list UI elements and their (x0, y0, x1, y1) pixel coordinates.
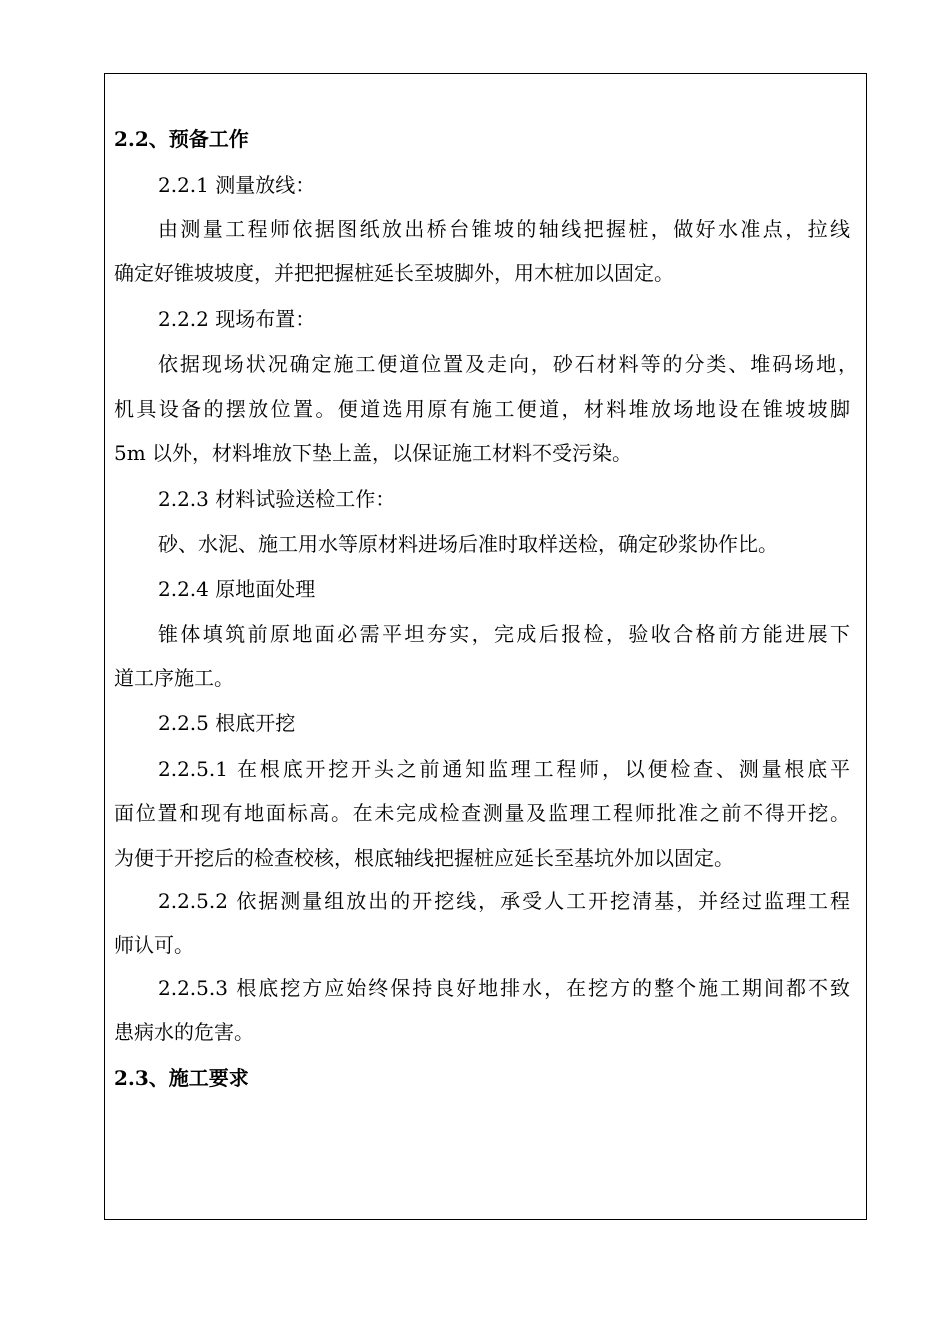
subsection-title-2-2-5: 2.2.5 根底开挖 (158, 711, 296, 735)
paragraph-line: 由测量工程师依据图纸放出桥台锥坡的轴线把握桩，做好水准点，拉线 (158, 217, 850, 241)
paragraph-line: 2.2.5.2 依据测量组放出的开挖线，承受人工开挖清基，并经过监理工程 (158, 889, 850, 913)
paragraph-line: 道工序施工。 (114, 666, 234, 690)
subsection-title-2-2-4: 2.2.4 原地面处理 (158, 577, 316, 601)
paragraph-line: 砂、水泥、施工用水等原材料进场后准时取样送检，确定砂浆协作比。 (158, 532, 778, 556)
subsection-title-2-2-2: 2.2.2 现场布置： (158, 307, 316, 331)
subsection-title-2-2-3: 2.2.3 材料试验送检工作： (158, 487, 396, 511)
paragraph-line: 面位置和现有地面标高。在未完成检查测量及监理工程师批准之前不得开挖。 (114, 801, 850, 825)
paragraph-line: 确定好锥坡坡度，并把把握桩延长至坡脚外，用木桩加以固定。 (114, 261, 674, 285)
paragraph-line: 2.2.5.3 根底挖方应始终保持良好地排水，在挖方的整个施工期间都不致 (158, 976, 850, 1000)
paragraph-line: 2.2.5.1 在根底开挖开头之前通知监理工程师，以便检查、测量根底平 (158, 757, 850, 781)
paragraph-line: 患病水的危害。 (114, 1020, 254, 1044)
paragraph-line: 锥体填筑前原地面必需平坦夯实，完成后报检，验收合格前方能进展下 (158, 622, 850, 646)
section-heading-2-3: 2.3、施工要求 (114, 1066, 249, 1090)
paragraph-line: 师认可。 (114, 933, 194, 957)
paragraph-line: 依据现场状况确定施工便道位置及走向，砂石材料等的分类、堆码场地， (158, 352, 858, 376)
paragraph-line: 5m 以外，材料堆放下垫上盖，以保证施工材料不受污染。 (114, 441, 633, 465)
section-heading-2-2: 2.2、预备工作 (114, 127, 249, 151)
subsection-title-2-2-1: 2.2.1 测量放线： (158, 173, 316, 197)
paragraph-line: 为便于开挖后的检查校核，根底轴线把握桩应延长至基坑外加以固定。 (114, 846, 734, 870)
paragraph-line: 机具设备的摆放位置。便道选用原有施工便道，材料堆放场地设在锥坡坡脚 (114, 397, 850, 421)
